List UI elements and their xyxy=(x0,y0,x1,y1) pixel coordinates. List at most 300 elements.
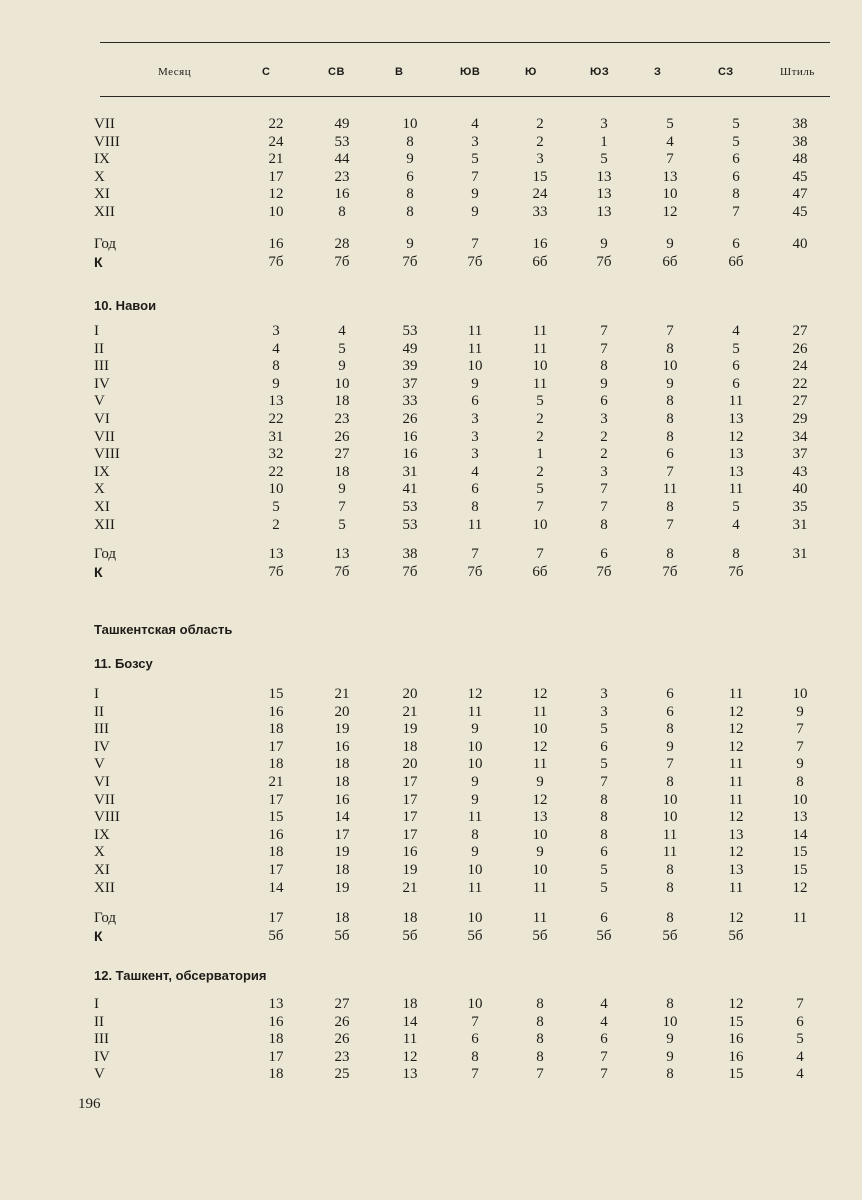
table-cell: 10 xyxy=(662,791,678,808)
table-cell: 6 xyxy=(666,703,674,720)
table-cell: 16 xyxy=(402,844,418,861)
table-cell: 11 xyxy=(532,879,548,896)
table-cell: 24 xyxy=(792,358,808,375)
row-label: XI xyxy=(94,186,110,203)
table-cell: 27 xyxy=(792,323,808,339)
table-cell: 2 xyxy=(272,516,280,533)
table-cell: 13 xyxy=(268,546,284,562)
table-cell: 11 xyxy=(402,1031,418,1048)
table-cell: 5 xyxy=(600,151,608,168)
table-cell: 10 xyxy=(662,1013,678,1030)
table-cell: 4 xyxy=(796,1066,804,1083)
row-label: VII xyxy=(94,116,115,132)
table-cell: 5б xyxy=(728,928,744,944)
table-cell: 13 xyxy=(728,411,744,427)
table-cell: 11 xyxy=(532,340,548,357)
table-cell: 18 xyxy=(268,1031,284,1048)
table-cell: 15 xyxy=(792,844,808,861)
table-cell: 7 xyxy=(600,499,608,515)
table-cell: 5 xyxy=(338,340,346,357)
row-label: Год xyxy=(94,910,117,926)
table-cell: 13 xyxy=(728,862,744,878)
table-cell: 6б xyxy=(532,564,548,580)
table-cell: 7 xyxy=(471,1013,479,1030)
table-cell: 6 xyxy=(600,844,608,861)
table-cell: 9 xyxy=(338,358,346,375)
table-row xyxy=(0,564,862,581)
table-cell: 15 xyxy=(728,1013,744,1030)
table-cell: 19 xyxy=(402,721,418,738)
table-cell: 10 xyxy=(334,375,350,392)
row-label: IX xyxy=(94,151,110,168)
table-cell: 21 xyxy=(334,686,350,702)
table-cell: 10 xyxy=(532,721,548,738)
table-cell: 13 xyxy=(402,1066,418,1083)
table-row xyxy=(0,151,862,168)
table-row xyxy=(0,844,862,861)
table-cell: 9 xyxy=(406,236,414,252)
table-cell: 5 xyxy=(796,1031,804,1048)
row-label: VIII xyxy=(94,446,120,463)
table-cell: 12 xyxy=(728,738,744,755)
row-label: IV xyxy=(94,1048,110,1065)
table-cell: 7б xyxy=(596,564,612,580)
row-label: XII xyxy=(94,879,115,896)
table-cell: 3 xyxy=(471,428,479,445)
table-cell: 12 xyxy=(532,791,548,808)
table-cell: 4 xyxy=(796,1048,804,1065)
row-label: XII xyxy=(94,516,115,533)
table-row xyxy=(0,862,862,879)
header-col-7: СЗ xyxy=(718,66,734,78)
table-cell: 10 xyxy=(402,116,418,132)
table-cell: 27 xyxy=(334,446,350,463)
table-row xyxy=(0,204,862,221)
table-cell: 5б xyxy=(596,928,612,944)
table-cell: 9 xyxy=(471,186,479,203)
table-cell: 17 xyxy=(402,809,418,826)
table-row xyxy=(0,1049,862,1066)
table-cell: 12 xyxy=(728,428,744,445)
table-cell: 4 xyxy=(471,116,479,132)
table-cell: 38 xyxy=(792,116,808,132)
table-cell: 9 xyxy=(471,844,479,861)
table-cell: 16 xyxy=(334,791,350,808)
table-cell: 12 xyxy=(662,204,678,220)
header-rule xyxy=(100,96,830,97)
row-label: IX xyxy=(94,826,110,843)
table-cell: 4 xyxy=(732,516,740,533)
table-row xyxy=(0,481,862,498)
table-cell: 8 xyxy=(666,721,674,738)
section-title-navoi: 10. Навои xyxy=(94,298,157,313)
table-cell: 6б xyxy=(728,254,744,270)
table-row xyxy=(0,756,862,773)
table-cell: 16 xyxy=(728,1031,744,1048)
table-cell: 5 xyxy=(600,721,608,738)
top-rule xyxy=(100,42,830,43)
table-cell: 18 xyxy=(402,910,418,926)
table-cell: 10 xyxy=(792,686,808,702)
table-row xyxy=(0,446,862,463)
table-cell: 6 xyxy=(600,1031,608,1048)
row-label: III xyxy=(94,721,109,738)
table-cell: 16 xyxy=(334,186,350,203)
table-cell: 18 xyxy=(268,721,284,738)
table-cell: 11 xyxy=(792,910,808,926)
table-cell: 7 xyxy=(666,516,674,533)
table-cell: 17 xyxy=(268,862,284,878)
row-label: V xyxy=(94,756,105,773)
table-cell: 12 xyxy=(402,1048,418,1065)
table-cell: 16 xyxy=(402,446,418,463)
table-cell: 7б xyxy=(334,254,350,270)
table-cell: 18 xyxy=(402,996,418,1012)
table-cell: 2 xyxy=(536,428,544,445)
table-cell: 7б xyxy=(402,254,418,270)
table-cell: 21 xyxy=(402,703,418,720)
table-cell: 3 xyxy=(471,411,479,427)
table-cell: 12 xyxy=(728,844,744,861)
table-cell: 21 xyxy=(402,879,418,896)
table-cell: 10 xyxy=(467,910,483,926)
table-cell: 9 xyxy=(338,481,346,498)
table-cell: 15 xyxy=(532,168,548,185)
table-cell: 13 xyxy=(728,446,744,463)
row-label: II xyxy=(94,703,104,720)
table-cell: 12 xyxy=(728,910,744,926)
table-cell: 53 xyxy=(402,323,418,339)
table-row xyxy=(0,116,862,133)
table-cell: 7 xyxy=(666,463,674,480)
table-cell: 15 xyxy=(268,809,284,826)
page-number: 196 xyxy=(78,1096,101,1112)
table-cell: 10 xyxy=(792,791,808,808)
table-cell: 10 xyxy=(662,809,678,826)
table-cell: 6 xyxy=(406,168,414,185)
table-cell: 3 xyxy=(600,411,608,427)
table-cell: 8 xyxy=(732,186,740,203)
row-label: X xyxy=(94,168,105,185)
table-cell: 6б xyxy=(662,254,678,270)
row-label: I xyxy=(94,996,99,1012)
table-cell: 14 xyxy=(792,826,808,843)
table-cell: 12 xyxy=(532,738,548,755)
table-cell: 13 xyxy=(662,168,678,185)
table-cell: 18 xyxy=(268,756,284,773)
table-cell: 7б xyxy=(268,254,284,270)
table-cell: 12 xyxy=(467,686,483,702)
table-cell: 6 xyxy=(600,910,608,926)
table-cell: 3 xyxy=(536,151,544,168)
table-cell: 3 xyxy=(600,116,608,132)
table-cell: 21 xyxy=(268,774,284,790)
table-cell: 23 xyxy=(334,411,350,427)
table-cell: 8 xyxy=(536,996,544,1012)
table-cell: 9 xyxy=(272,375,280,392)
table-cell: 6 xyxy=(471,393,479,410)
table-cell: 8 xyxy=(406,186,414,203)
table-cell: 6 xyxy=(732,375,740,392)
row-label: VI xyxy=(94,774,110,790)
table-cell: 6 xyxy=(600,546,608,562)
table-cell: 5б xyxy=(402,928,418,944)
table-cell: 23 xyxy=(334,1048,350,1065)
table-cell: 8 xyxy=(471,499,479,515)
table-cell: 14 xyxy=(334,809,350,826)
table-cell: 9 xyxy=(666,236,674,252)
table-row xyxy=(0,704,862,721)
header-col-0: С xyxy=(262,66,271,78)
table-cell: 12 xyxy=(728,996,744,1012)
table-cell: 38 xyxy=(402,546,418,562)
table-cell: 13 xyxy=(532,809,548,826)
table-cell: 7 xyxy=(666,151,674,168)
table-cell: 5б xyxy=(532,928,548,944)
header-month: Месяц xyxy=(158,66,192,78)
table-cell: 9 xyxy=(471,204,479,220)
table-row xyxy=(0,774,862,791)
row-label: VIII xyxy=(94,809,120,826)
row-label: II xyxy=(94,340,104,357)
table-cell: 22 xyxy=(792,375,808,392)
table-cell: 26 xyxy=(334,1031,350,1048)
header-col-8: Штиль xyxy=(780,66,815,78)
table-row xyxy=(0,880,862,897)
table-cell: 18 xyxy=(334,862,350,878)
table-cell: 5б xyxy=(467,928,483,944)
table-cell: 26 xyxy=(334,1013,350,1030)
table-row xyxy=(0,236,862,253)
table-cell: 6 xyxy=(732,151,740,168)
table-cell: 10 xyxy=(532,826,548,843)
table-cell: 11 xyxy=(532,375,548,392)
table-cell: 7 xyxy=(471,236,479,252)
table-cell: 3 xyxy=(471,133,479,150)
table-row xyxy=(0,739,862,756)
table-cell: 48 xyxy=(792,151,808,168)
table-cell: 9 xyxy=(536,844,544,861)
table-row xyxy=(0,546,862,563)
table-cell: 18 xyxy=(268,844,284,861)
table-cell: 9 xyxy=(600,375,608,392)
row-label: X xyxy=(94,481,105,498)
table-cell: 19 xyxy=(402,862,418,878)
table-cell: 17 xyxy=(402,826,418,843)
table-cell: 8 xyxy=(406,204,414,220)
table-row xyxy=(0,721,862,738)
table-cell: 37 xyxy=(402,375,418,392)
table-cell: 49 xyxy=(334,116,350,132)
table-cell: 26 xyxy=(792,340,808,357)
table-row xyxy=(0,792,862,809)
table-cell: 7б xyxy=(402,564,418,580)
table-cell: 2 xyxy=(536,411,544,427)
row-label: II xyxy=(94,1013,104,1030)
table-cell: 5 xyxy=(338,516,346,533)
table-cell: 11 xyxy=(467,703,483,720)
table-cell: 5 xyxy=(536,481,544,498)
table-cell: 18 xyxy=(334,463,350,480)
table-cell: 45 xyxy=(792,168,808,185)
table-cell: 3 xyxy=(272,323,280,339)
table-cell: 10 xyxy=(532,862,548,878)
table-cell: 13 xyxy=(792,809,808,826)
table-cell: 3 xyxy=(600,463,608,480)
table-cell: 7 xyxy=(600,774,608,790)
table-cell: 7 xyxy=(666,323,674,339)
table-row xyxy=(0,809,862,826)
header-col-5: ЮЗ xyxy=(590,66,610,78)
table-cell: 5 xyxy=(732,133,740,150)
table-cell: 26 xyxy=(402,411,418,427)
table-cell: 13 xyxy=(268,996,284,1012)
row-label: III xyxy=(94,358,109,375)
table-cell: 6 xyxy=(796,1013,804,1030)
table-row xyxy=(0,1014,862,1031)
table-cell: 9 xyxy=(666,375,674,392)
table-cell: 53 xyxy=(402,499,418,515)
table-row xyxy=(0,186,862,203)
table-cell: 31 xyxy=(268,428,284,445)
table-cell: 31 xyxy=(402,463,418,480)
table-cell: 9 xyxy=(666,738,674,755)
table-row xyxy=(0,499,862,516)
table-cell: 5 xyxy=(600,862,608,878)
table-cell: 18 xyxy=(334,756,350,773)
table-row xyxy=(0,517,862,534)
header-col-4: Ю xyxy=(525,66,537,78)
table-cell: 11 xyxy=(662,844,678,861)
table-cell: 21 xyxy=(268,151,284,168)
table-cell: 6 xyxy=(471,481,479,498)
table-cell: 9 xyxy=(796,703,804,720)
row-label: I xyxy=(94,323,99,339)
row-label: XI xyxy=(94,862,110,878)
table-cell: 8 xyxy=(666,879,674,896)
table-cell: 34 xyxy=(792,428,808,445)
table-cell: 15 xyxy=(792,862,808,878)
table-cell: 53 xyxy=(402,516,418,533)
table-cell: 24 xyxy=(268,133,284,150)
table-row xyxy=(0,464,862,481)
table-cell: 11 xyxy=(532,910,548,926)
table-row xyxy=(0,254,862,271)
table-cell: 18 xyxy=(334,910,350,926)
table-cell: 6 xyxy=(666,686,674,702)
row-label: III xyxy=(94,1031,109,1048)
table-cell: 5 xyxy=(600,879,608,896)
table-cell: 10 xyxy=(268,481,284,498)
table-cell: 8 xyxy=(666,428,674,445)
table-cell: 9 xyxy=(471,774,479,790)
table-cell: 6 xyxy=(732,358,740,375)
table-cell: 13 xyxy=(596,204,612,220)
table-cell: 16 xyxy=(268,236,284,252)
table-cell: 13 xyxy=(596,168,612,185)
table-cell: 10 xyxy=(268,204,284,220)
table-cell: 11 xyxy=(467,323,483,339)
table-cell: 32 xyxy=(268,446,284,463)
table-cell: 29 xyxy=(792,411,808,427)
table-cell: 3 xyxy=(600,686,608,702)
table-cell: 5 xyxy=(666,116,674,132)
table-cell: 16 xyxy=(402,428,418,445)
table-cell: 8 xyxy=(338,204,346,220)
table-cell: 11 xyxy=(728,879,744,896)
table-cell: 17 xyxy=(268,1048,284,1065)
row-label: К xyxy=(94,564,103,580)
table-cell: 8 xyxy=(666,340,674,357)
table-cell: 5 xyxy=(471,151,479,168)
table-row xyxy=(0,827,862,844)
table-cell: 49 xyxy=(402,340,418,357)
row-label: VI xyxy=(94,411,110,427)
table-cell: 1 xyxy=(536,446,544,463)
table-cell: 16 xyxy=(728,1048,744,1065)
table-cell: 7 xyxy=(536,546,544,562)
table-cell: 5б xyxy=(334,928,350,944)
table-cell: 7 xyxy=(471,168,479,185)
table-cell: 6 xyxy=(600,393,608,410)
table-cell: 22 xyxy=(268,116,284,132)
table-cell: 6 xyxy=(471,1031,479,1048)
table-cell: 17 xyxy=(268,168,284,185)
table-cell: 9 xyxy=(666,1031,674,1048)
table-cell: 10 xyxy=(532,516,548,533)
table-cell: 7 xyxy=(536,1066,544,1083)
table-cell: 9 xyxy=(600,236,608,252)
table-cell: 35 xyxy=(792,499,808,515)
table-cell: 20 xyxy=(402,686,418,702)
table-cell: 11 xyxy=(728,774,744,790)
table-cell: 11 xyxy=(532,703,548,720)
table-cell: 47 xyxy=(792,186,808,203)
table-cell: 7 xyxy=(471,1066,479,1083)
table-row xyxy=(0,996,862,1013)
table-cell: 6 xyxy=(732,236,740,252)
header-col-2: В xyxy=(395,66,404,78)
table-cell: 11 xyxy=(532,756,548,773)
table-cell: 13 xyxy=(728,826,744,843)
table-cell: 8 xyxy=(666,1066,674,1083)
table-cell: 41 xyxy=(402,481,418,498)
table-cell: 20 xyxy=(402,756,418,773)
table-cell: 12 xyxy=(728,721,744,738)
table-cell: 9 xyxy=(666,1048,674,1065)
table-cell: 8 xyxy=(796,774,804,790)
table-cell: 20 xyxy=(334,703,350,720)
table-cell: 4 xyxy=(600,996,608,1012)
table-cell: 17 xyxy=(334,826,350,843)
table-cell: 33 xyxy=(532,204,548,220)
table-cell: 7 xyxy=(796,996,804,1012)
table-cell: 11 xyxy=(532,323,548,339)
table-cell: 2 xyxy=(600,428,608,445)
table-cell: 22 xyxy=(268,463,284,480)
table-cell: 17 xyxy=(402,774,418,790)
table-cell: 10 xyxy=(662,358,678,375)
table-cell: 13 xyxy=(596,186,612,203)
table-cell: 5 xyxy=(732,499,740,515)
table-row xyxy=(0,1031,862,1048)
table-row xyxy=(0,323,862,340)
table-cell: 27 xyxy=(334,996,350,1012)
table-cell: 12 xyxy=(728,703,744,720)
table-cell: 8 xyxy=(471,826,479,843)
table-cell: 18 xyxy=(402,738,418,755)
table-cell: 16 xyxy=(334,738,350,755)
